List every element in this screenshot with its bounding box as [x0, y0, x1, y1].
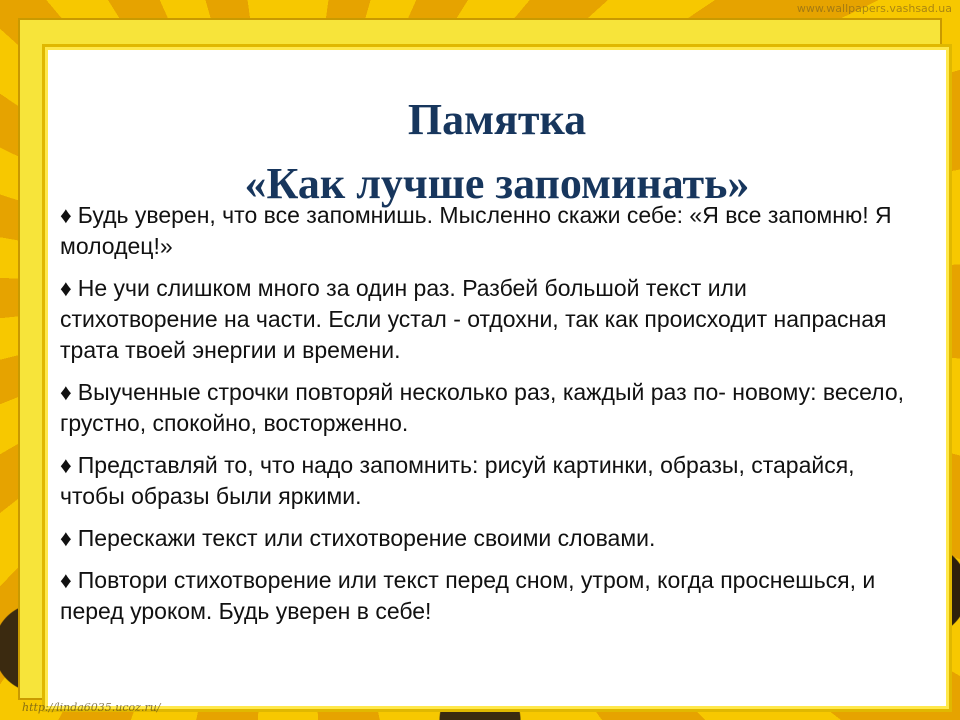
diamond-bullet-icon: ♦: [60, 525, 72, 551]
list-item: [60, 450, 910, 512]
watermark-bottom: http://linda6035.ucoz.ru/: [22, 701, 161, 714]
memo-list: [60, 200, 910, 638]
list-item: [60, 565, 910, 627]
list-item: [60, 200, 910, 262]
diamond-bullet-icon: ♦: [60, 379, 72, 405]
diamond-bullet-icon: ♦: [60, 567, 72, 593]
list-item-text: Не учи слишком много за один раз. Разбей большой текст или стихотворение на части. Если устал - отдохни, так как происходит напрасная трата твоей энергии и времени.: [60, 275, 887, 363]
memo-title-line2: «Как лучше запоминать»: [244, 159, 750, 208]
list-item-text: Перескажи текст или стихотворение своими словами.: [77, 525, 656, 551]
diamond-bullet-icon: ♦: [60, 202, 72, 228]
list-item: [60, 273, 910, 366]
diamond-bullet-icon: ♦: [60, 275, 72, 301]
list-item: [60, 523, 910, 554]
list-item-text: Выученные строчки повторяй несколько раз, каждый раз по- новому: весело, грустно, спокойно, восторженно.: [60, 379, 905, 436]
list-item-text: Повтори стихотворение или текст перед сном, утром, когда проснешься, и перед уроком. Будь уверен в себе!: [60, 567, 876, 624]
list-item-text: Будь уверен, что все запомнишь. Мысленно скажи себе: «Я все запомню! Я молодец!»: [60, 202, 892, 259]
memo-title-line1: Памятка: [407, 95, 587, 144]
list-item: [60, 377, 910, 439]
list-item-text: Представляй то, что надо запомнить: рисуй картинки, образы, старайся, чтобы образы были яркими.: [60, 452, 855, 509]
watermark-top: www.wallpapers.vashsad.ua: [796, 2, 952, 15]
diamond-bullet-icon: ♦: [60, 452, 72, 478]
